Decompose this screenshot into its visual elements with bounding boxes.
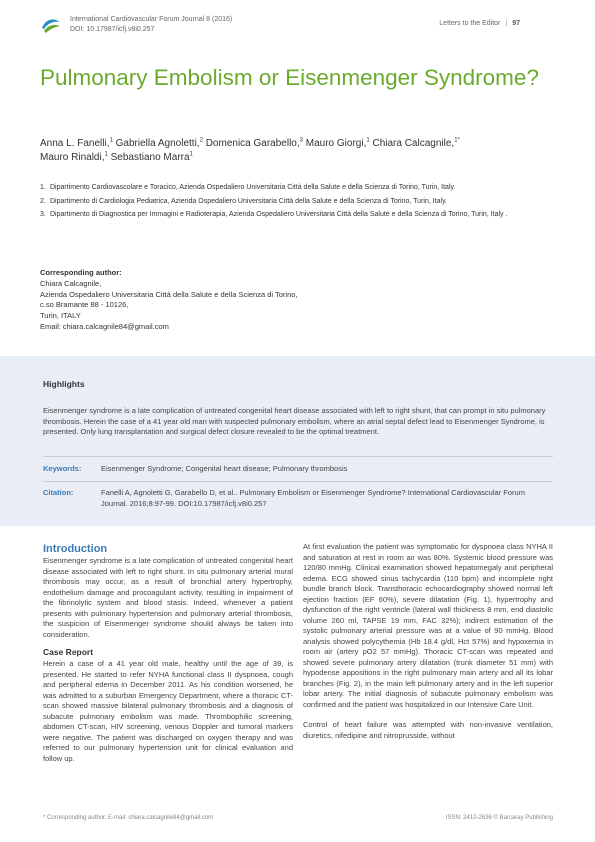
affiliation-item: 1. Dipartimento Cardiovascolare e Toracico, Azienda Ospedaliero Universitaria Città della Salute e della Scienza di Torino, Turin, Italy. [40,184,456,191]
author-list [40,137,560,165]
author: Chiara Calcagnile,$^{1*}$ [372,137,460,149]
introduction-heading: Introduction [43,543,108,555]
affiliation-item: 2. Dipartimento di Cardiologia Pediatrica, Azienda Ospedaliero Universitaria Città della Salute e della Scienza di Torino, Turin, Italy. [40,197,448,205]
journal-logo-icon [40,16,62,34]
corresponding-author-institution: Azienda Ospedaliero Universitaria Città della Salute e della Scienza di Torino, [40,289,298,299]
body-right-column [303,542,553,741]
page-number: 97 [512,20,520,27]
author: Mauro Giorgi,$^1$ [305,137,370,149]
section-label [439,20,520,27]
case-report-text: Herein a case of a 41 year old male, healthy until the age of 39, is presented. He started to refer NYHA functional class II dyspnoea, cough and peripheral edema in December 2011. As his condition worsened, he was admitted to a suburban Emergency Department, where a thoracic CT-scan showed massive bilateral pulmonary thrombosis and a diagnosis of subacute pulmonary embolism was made. Thrombophilic screening, abdomen CT-scan, HIV screening, venous Doppler and tumoral markers were negative. The patient was discharged on oxygen therapy and was referred to our pulmonary hypertension unit for clinical evaluation and follow up. [43,659,293,763]
keywords-label: Keywords: [43,464,82,473]
highlights-text: Eisenmenger syndrome is a late complication of untreated congenital heart disease associated with left to right shunt, that can prompt in situ pulmonary thrombosis. Herein the case of a 41 year old man with suspected pulmonary embolism, where an atrial septal defect lead to Eisenmenger Syndrome, is presented. Only lung transplantation and surgical defect closure revealed to be the optimal treatment. [43,406,546,436]
divider [43,481,553,482]
author: Anna L. Fanelli,$^1$ [40,137,113,149]
corresponding-author-email[interactable]: Email: chiara.calcagnile84@gmail.com [40,321,169,331]
keywords-text: Eisenmenger Syndrome; Congenital heart disease; Pulmonary thrombosis [101,464,348,473]
affiliation-item: 3. Dipartimento di Diagnostica per Immagini e Radioterapia, Azienda Ospedaliero Universitaria Città della Salute e della Scienza di Torino, Turin, Italy . [40,211,508,219]
body-left-column [43,542,293,764]
affiliation-list [40,183,560,224]
journal-name: International Cardiovascular Forum Journal 8 (2016) [70,16,233,23]
divider [43,456,553,457]
corresponding-author-street: c.so Bramante 88 - 10126, [40,300,129,310]
page-footer [43,815,553,827]
author: Mauro Rinaldi,$^1$ [40,151,108,163]
corresponding-author-heading: Corresponding author: [40,268,122,277]
section-name: Letters to the Editor [439,20,501,27]
issn-copyright: ISSN: 2410-2636 © Barcaray Publishing [445,815,553,821]
corresponding-author-city: Turin, ITALY [40,311,81,321]
header-divider: | [505,20,508,27]
journal-doi: DOI: 10.17987/icfj.v8i0.257 [70,26,155,33]
case-report-treatment: Control of heart failure was attempted with non-invasive ventilation, diuretics, nifedipine and nitroprusside, without [303,720,553,740]
article-title: Pulmonary Embolism or Eisenmenger Syndrome? [40,65,539,90]
case-report-heading: Case Report [43,647,94,657]
author: Domenica Garabello,$^3$ [205,137,303,149]
page-header [40,14,560,38]
introduction-text: Eisenmenger syndrome is a late complication of untreated congenital heart disease associated with left to right shunt. In situ pulmonary arterial mural thrombosis may occur, as a result of bronchial artery hypertrophy, endothelium damage and procoagulant activity, resulting in impairment of the fibrinolytic system and blood stasis. Indeed, whenever a patient presents with pulmonary hypertension and pulmonary arterial thrombosis, the suspicion of Eisenmenger syndrome should always be taken into consideration. [43,556,293,639]
footnote-corresponding: * Corresponding author. E-mail: chiara.calcagnile84@gmail.com [43,815,214,821]
corresponding-author-block [40,268,560,333]
author: Sebastiano Marra$^1$ [110,151,193,163]
citation-text: Fanelli A, Agnoletti G, Garabello D, et al.. Pulmonary Embolism or Eisenmenger Syndrome? International Cardiovascular Forum Journal. 2016;8:97-99. DOI:10.17987/icfj.v8i0.257 [101,488,525,508]
case-report-continued: At first evaluation the patient was symptomatic for dyspnoea class NYHA II and saturation at rest in room air was 80%. Systemic blood pressure was 120/80 mmHg. Clinical examination showed hepatomegaly and peripheral edema. ECG showed sinus tachycardia (110 bpm) and incomplete right bundle branch block. Transthoracic echocardiography showed normal left ejection fraction (EF 60%), severe dilatation (Fig. 1), hypertrophy and dysfunction of the right ventricle (lateral wall thickness 8 mm, end diastolic volume 260 ml, TAPSE 19 mm, FAC 32%); indirect estimation of the systolic pulmonary arterial pressure was at a value of 90 mmHg. Blood analysis showed polycythemia (Hb 18.4 g/dl, Hct 57%) and hypoxemia in room air (artery pO2 57 mmHg). Thoracic CT-scan was repeated and showed severe pulmonary artery dilatation (trunk diameter 51 mm) with hypodense appositions in the right pulmonary main artery and all its lobar branches (Fig. 2), in the main left pulmonary artery and in the left superior lobar artery. The initial diagnosis of subacute pulmonary embolism was confirmed and the patient was hospitalized in our Intensive Care Unit. [303,542,553,709]
highlights-heading: Highlights [43,379,85,389]
author: Gabriella Agnoletti,$^2$ [115,137,203,149]
citation-label: Citation: [43,488,74,497]
corresponding-author-name: Chiara Calcagnile, [40,278,102,288]
